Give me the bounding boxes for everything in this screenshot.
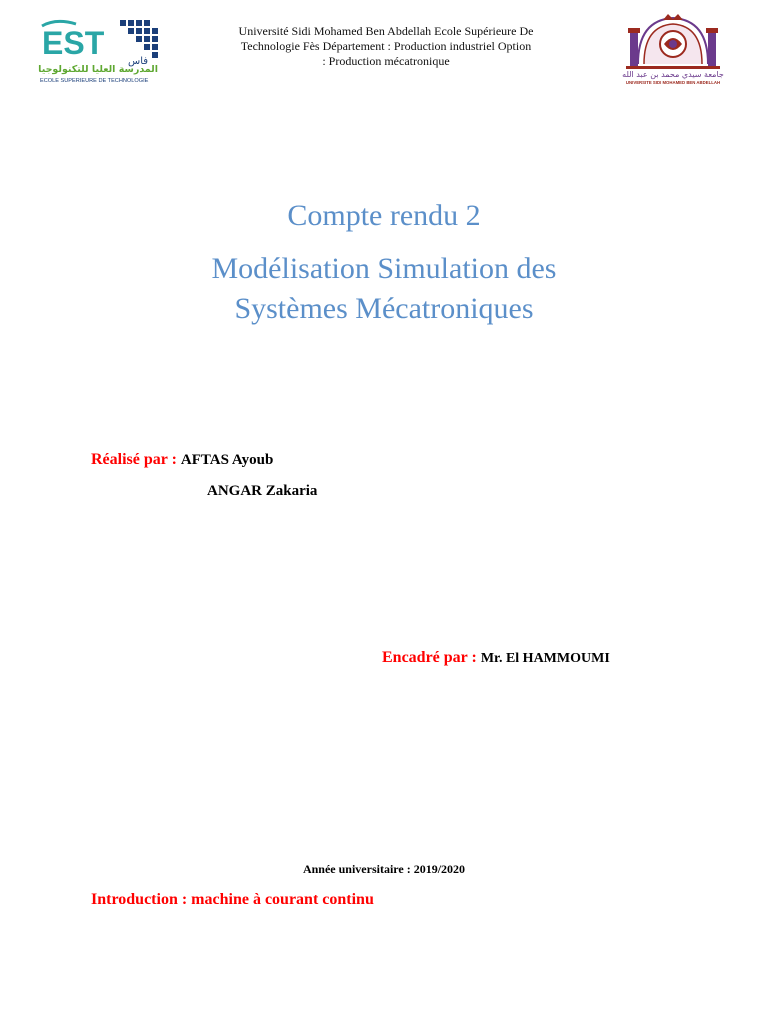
header-institution-text: Université Sidi Mohamed Ben Abdellah Ecole Supérieure De Technologie Fès Département : Production industriel Option : Production mécatronique [238,24,534,68]
encadre-par-row [382,649,610,667]
realise-par-row [91,451,273,469]
est-logo-subtitle: ECOLE SUPERIEURE DE TECHNOLOGIE [40,78,149,84]
author-name-1: AFTAS Ayoub [180,452,274,468]
est-logo-text: EST [42,25,105,61]
realise-par-label: Réalisé par : [91,451,181,468]
introduction-heading: Introduction : machine à courant continu [91,891,374,908]
univ-logo-latin: UNIVERSITE SIDI MOHAMED BEN ABDELLAH [625,80,721,85]
report-title: Compte rendu 2 [287,199,481,232]
university-seal-logo [608,12,738,86]
report-subtitle-line-1: Modélisation Simulation des [211,252,557,285]
est-logo [36,16,162,84]
report-subtitle-line-2: Systèmes Mécatroniques [234,292,534,325]
est-logo-arabic: المدرسة العليا للتكنولوجيا [38,64,158,75]
supervisor-name: Mr. El HAMMOUMI [480,651,610,666]
encadre-par-label: Encadré par : [382,649,481,666]
academic-year: Année universitaire : 2019/2020 [302,862,466,876]
author-name-2: ANGAR Zakaria [207,483,318,499]
univ-logo-arabic: جامعة سيدي محمد بن عبد الله [622,70,724,79]
est-logo-city: فاس [128,56,149,67]
